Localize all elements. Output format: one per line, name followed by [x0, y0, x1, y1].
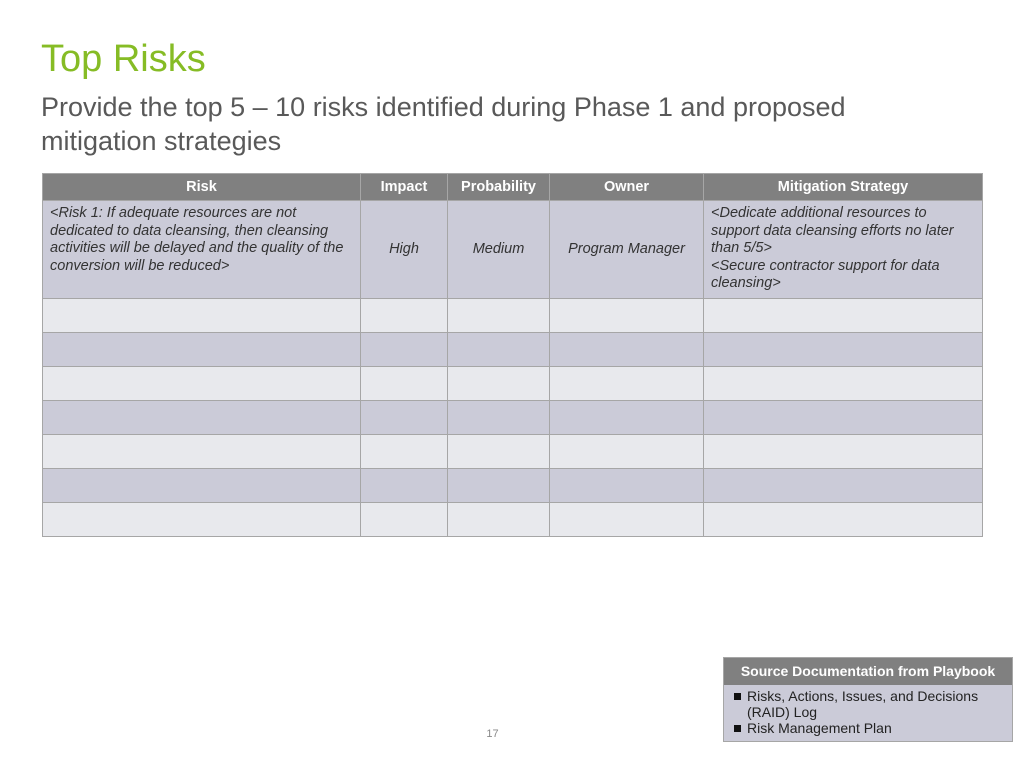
empty-cell[interactable]	[43, 333, 361, 367]
empty-cell[interactable]	[448, 333, 550, 367]
slide-subtitle: Provide the top 5 – 10 risks identified during Phase 1 and proposed mitigation strategies	[41, 92, 846, 156]
empty-cell[interactable]	[448, 367, 550, 401]
table-row-empty	[43, 469, 983, 503]
source-item-label: Risk Management Plan	[747, 720, 892, 736]
source-list	[724, 685, 1012, 741]
empty-cell[interactable]	[550, 367, 704, 401]
empty-cell[interactable]	[448, 469, 550, 503]
empty-cell[interactable]	[704, 333, 983, 367]
owner-cell[interactable]: Program Manager	[550, 201, 704, 299]
slide-title: Top Risks	[41, 38, 206, 80]
empty-cell[interactable]	[448, 435, 550, 469]
header-impact: Impact	[361, 174, 448, 201]
empty-cell[interactable]	[704, 503, 983, 537]
empty-cell[interactable]	[448, 503, 550, 537]
empty-cell[interactable]	[550, 469, 704, 503]
empty-cell[interactable]	[361, 333, 448, 367]
empty-cell[interactable]	[704, 435, 983, 469]
empty-cell[interactable]	[704, 401, 983, 435]
empty-cell[interactable]	[550, 435, 704, 469]
empty-cell[interactable]	[361, 435, 448, 469]
table-row	[43, 201, 983, 299]
empty-cell[interactable]	[43, 299, 361, 333]
mitigation-line: <Dedicate additional resources to support data cleansing efforts no later than 5/5>	[711, 205, 954, 256]
empty-cell[interactable]	[361, 367, 448, 401]
source-item-label: Risks, Actions, Issues, and Decisions (RAID) Log	[747, 688, 979, 720]
empty-cell[interactable]	[43, 401, 361, 435]
source-box-title: Source Documentation from Playbook	[724, 658, 1012, 685]
page-number: 17	[486, 728, 499, 740]
empty-cell[interactable]	[704, 469, 983, 503]
header-owner: Owner	[550, 174, 704, 201]
mitigation-cell[interactable]	[704, 201, 983, 299]
table-row-empty	[43, 401, 983, 435]
risks-table	[42, 173, 983, 537]
header-risk: Risk	[43, 174, 361, 201]
empty-cell[interactable]	[361, 401, 448, 435]
table-header-row	[43, 174, 983, 201]
header-mitigation-strategy: Mitigation Strategy	[704, 174, 983, 201]
square-bullet-icon	[734, 693, 741, 700]
empty-cell[interactable]	[550, 299, 704, 333]
mitigation-line: <Secure contractor support for data cleansing>	[711, 257, 940, 291]
empty-cell[interactable]	[704, 299, 983, 333]
table-row-empty	[43, 299, 983, 333]
empty-cell[interactable]	[361, 503, 448, 537]
source-item	[734, 720, 1006, 736]
square-bullet-icon	[734, 725, 741, 732]
empty-cell[interactable]	[550, 401, 704, 435]
empty-cell[interactable]	[550, 333, 704, 367]
empty-cell[interactable]	[43, 367, 361, 401]
probability-cell[interactable]: Medium	[448, 201, 550, 299]
impact-cell[interactable]: High	[361, 201, 448, 299]
empty-cell[interactable]	[448, 299, 550, 333]
empty-cell[interactable]	[361, 299, 448, 333]
empty-cell[interactable]	[43, 435, 361, 469]
empty-cell[interactable]	[43, 503, 361, 537]
empty-cell[interactable]	[448, 401, 550, 435]
empty-cell[interactable]	[704, 367, 983, 401]
table-row-empty	[43, 333, 983, 367]
source-documentation-box	[723, 657, 1013, 742]
header-probability: Probability	[448, 174, 550, 201]
table-row-empty	[43, 435, 983, 469]
empty-cell[interactable]	[550, 503, 704, 537]
risk-cell[interactable]: <Risk 1: If adequate resources are not dedicated to data cleansing, then cleansing activities will be delayed and the quality of the conversion will be reduced>	[43, 201, 361, 299]
empty-cell[interactable]	[361, 469, 448, 503]
source-item	[734, 688, 1006, 720]
empty-cell[interactable]	[43, 469, 361, 503]
table-row-empty	[43, 503, 983, 537]
table-row-empty	[43, 367, 983, 401]
